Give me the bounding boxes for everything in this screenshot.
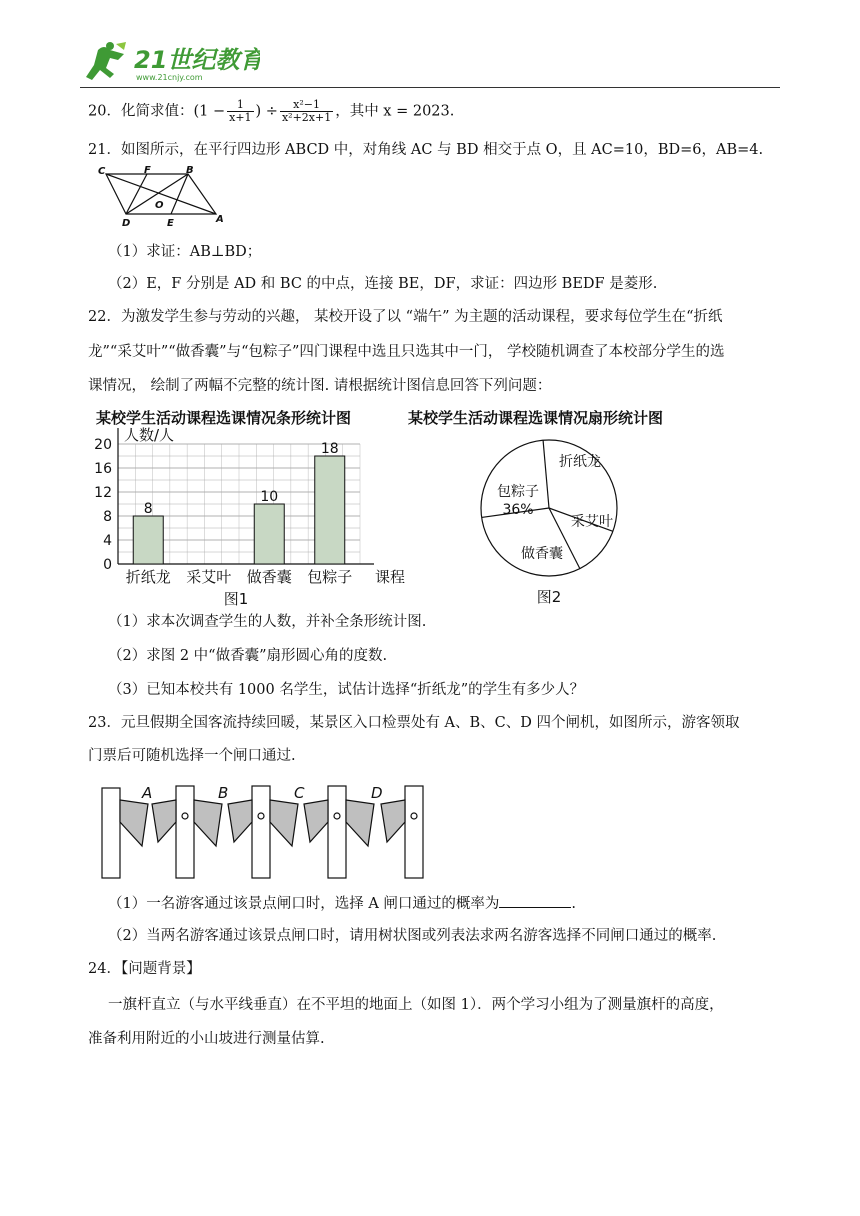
runner-logo-icon bbox=[80, 40, 260, 84]
y-tick-label: 16 bbox=[94, 461, 112, 477]
header-logo bbox=[80, 40, 260, 84]
answer-blank[interactable] bbox=[499, 893, 571, 908]
bar-1 bbox=[133, 516, 163, 564]
pie-slice-label: 包粽子 bbox=[497, 484, 539, 500]
q23-line1: 23．元旦假期全国客流持续回暖，某景区入口检票处有 A、B、C、D 四个闸机，如图所示，游客领取 bbox=[88, 715, 740, 731]
q22-part1: （1）求本次调查学生的人数，并补全条形统计图. bbox=[108, 614, 427, 630]
logo-text: 21世纪教育 bbox=[134, 46, 260, 74]
figure-caption-1: 图1 bbox=[223, 590, 249, 608]
figure-caption-2: 图2 bbox=[536, 588, 562, 606]
gates-figure bbox=[96, 782, 436, 880]
q21-part2: （2）E，F 分别是 AD 和 BC 的中点，连接 BE，DF，求证：四边形 BEDF 是菱形. bbox=[108, 276, 658, 292]
y-axis-label: 人数/人 bbox=[124, 426, 175, 444]
q23-part1 bbox=[108, 893, 576, 915]
y-tick-label: 4 bbox=[103, 533, 112, 549]
pie-slice-label: 采艾叶 bbox=[571, 514, 613, 530]
label-a: A bbox=[216, 214, 224, 225]
q24-title: 24．【问题背景】 bbox=[88, 961, 201, 977]
label-c: C bbox=[98, 166, 106, 177]
q22-line1: 22．为激发学生参与劳动的兴趣， 某校开设了以 “端午” 为主题的活动课程，要求每位学生在“折纸 bbox=[88, 309, 723, 325]
q23-part1-text: （1）一名游客通过该景点闸口时，选择 A 闸口通过的概率为 bbox=[108, 896, 500, 912]
q20-suffix: ，其中 x = 2023. bbox=[335, 103, 455, 120]
pie-chart-title: 某校学生活动课程选课情况扇形统计图 bbox=[408, 409, 664, 427]
y-tick-label: 12 bbox=[94, 485, 112, 501]
bar-3 bbox=[254, 504, 284, 564]
pie-slice-label: 做香囊 bbox=[521, 546, 563, 562]
bar-chart-title: 某校学生活动课程选课情况条形统计图 bbox=[96, 409, 352, 427]
q22-line2: 龙”“采艾叶”“做香囊”与“包粽子”四门课程中选且只选其中一门， 学校随机调查了本校部分学生的选 bbox=[88, 344, 725, 360]
q24-line1: 一旗杆直立（与水平线垂直）在不平坦的地面上（如图 1）．两个学习小组为了测量旗杆的高度， bbox=[108, 997, 724, 1013]
q24-line2: 准备利用附近的小山坡进行测量估算. bbox=[88, 1031, 325, 1047]
q21-part1: （1）求证：AB⊥BD； bbox=[108, 244, 262, 260]
bar-value-label: 8 bbox=[143, 501, 153, 517]
gate-label-b: B bbox=[218, 784, 229, 802]
x-tick-label: 包粽子 bbox=[307, 568, 353, 586]
header-rule bbox=[80, 87, 780, 88]
q22-line3: 课情况， 绘制了两幅不完整的统计图. 请根据统计图信息回答下列问题： bbox=[88, 378, 552, 394]
x-axis-label: 课程 bbox=[374, 568, 406, 586]
question-20 bbox=[88, 99, 454, 124]
q22-part3: （3）已知本校共有 1000 名学生，试估计选择“折纸龙”的学生有多少人？ bbox=[108, 682, 585, 698]
pie-chart bbox=[468, 430, 648, 608]
y-tick-label: 8 bbox=[103, 509, 112, 525]
bar-4 bbox=[315, 456, 345, 564]
label-b: B bbox=[186, 165, 194, 176]
bar-value-label: 18 bbox=[320, 441, 339, 457]
label-d: D bbox=[122, 218, 131, 229]
q20-prefix: 20．化简求值： bbox=[88, 103, 194, 120]
q23-part1-end: . bbox=[571, 896, 577, 912]
q20-fraction-2: $\frac{\text{x²−1}}{\text{x²+2x+1}}$ bbox=[281, 98, 332, 124]
question-21: 21．如图所示，在平行四边形 ABCD 中，对角线 AC 与 BD 相交于点 O，且 AC=10，BD=6，AB=4. bbox=[88, 142, 764, 158]
x-tick-label: 折纸龙 bbox=[125, 568, 171, 586]
q20-fraction-1: $\frac{1}{x+1}$ bbox=[229, 98, 252, 124]
q23-line2: 门票后可随机选择一个闸口通过. bbox=[88, 748, 296, 764]
q22-part2: （2）求图 2 中“做香囊”扇形圆心角的度数. bbox=[108, 648, 388, 664]
label-f: F bbox=[144, 165, 151, 176]
label-o: O bbox=[155, 200, 164, 211]
logo-subtext: www.21cnjy.com bbox=[136, 73, 203, 82]
gate-label-d: D bbox=[371, 784, 383, 802]
bar-chart bbox=[88, 424, 418, 608]
bar-value-label: 10 bbox=[260, 489, 279, 505]
x-tick-label: 做香囊 bbox=[246, 568, 292, 586]
pie-slice-label: 折纸龙 bbox=[559, 454, 601, 470]
parallelogram-figure bbox=[92, 164, 232, 230]
gate-label-a: A bbox=[142, 784, 153, 802]
label-e: E bbox=[167, 218, 174, 229]
q23-part2: （2）当两名游客通过该景点闸口时，请用树状图或列表法求两名游客选择不同闸口通过的概率. bbox=[108, 928, 717, 944]
q20-expr-b: ) ÷ bbox=[255, 103, 278, 120]
q20-expr-a: (1 − bbox=[193, 103, 226, 120]
y-tick-label: 20 bbox=[94, 437, 112, 453]
pie-slice-percent: 36% bbox=[502, 502, 534, 518]
x-tick-label: 采艾叶 bbox=[186, 568, 232, 586]
gate-label-c: C bbox=[294, 784, 305, 802]
y-tick-label: 0 bbox=[103, 557, 112, 573]
